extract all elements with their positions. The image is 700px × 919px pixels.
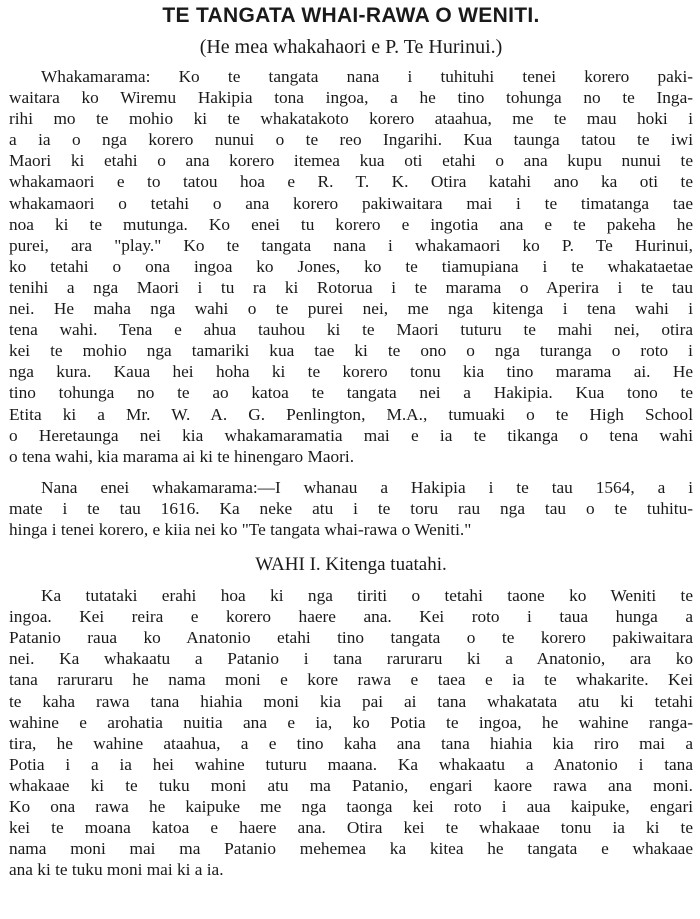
text-line: nama moni mai ma Patanio mehemea ka kitea he tangata e whakaae <box>9 839 693 859</box>
text-line: tena wahi. Tena e ahua tauhou ki te Maori tuturu te mahi nei, otira <box>9 320 693 340</box>
text-line: kei te mohio nga tamariki kua tae ki te ono o nga turanga o roto i <box>9 341 693 361</box>
text-line: ana ki te tuku moni mai ki a ia. <box>9 860 224 880</box>
text-line: te kaha rawa tana hiahia moni kia pai ai tana whakatata atu ki tetahi <box>9 691 693 711</box>
text-line: ko tetahi o ona ingoa ko Jones, ko te tiamupiana i te whakataetae <box>9 256 693 276</box>
page-subtitle: (He mea whakahaori e P. Te Hurinui.) <box>199 36 503 58</box>
text-line: whakaae ki te tuku moni atu ma Patanio, engari kaore rawa ana moni. <box>9 775 693 795</box>
text-line: a ia o nga korero nunui o te reo Ingarihi. Kua taunga tatou te iwi <box>9 130 693 150</box>
text-line: Maori ki etahi o ana korero itemea kua oti etahi o ana kupu nunui te <box>9 151 693 171</box>
text-line: tira, he wahine ataahua, a e tino kaha ana tana hiahia kia riro mai a <box>9 733 693 753</box>
text-line: kei te moana katoa e haere ana. Otira kei te whakaae tonu ia ki te <box>9 818 693 838</box>
text-line: whakamaori e to tatou hoa e R. T. K. Otira katahi ano ka oti te <box>9 172 693 192</box>
text-line: Whakamarama: Ko te tangata nana i tuhituhi tenei korero paki- <box>41 67 693 86</box>
text-line: Ko ona rawa he kaipuke me nga taonga kei roto i aua kaipuke, engari <box>9 797 693 816</box>
text-line: waitara ko Wiremu Hakipia tona ingoa, a he tino tohunga no te Inga- <box>9 88 693 108</box>
page-title: TE TANGATA WHAI-RAWA O WENITI. <box>162 4 540 27</box>
note-paragraph <box>9 477 693 540</box>
text-line: o Heretaunga nei kia whakamaramatia mai e ia te tikanga o tena wahi <box>9 425 693 445</box>
text-line: rihi mo te mohio ki te whakatakoto korero ataahua, me te mau hoki i <box>9 109 693 129</box>
text-line: wahine e arohatia nuitia ana e ia, ko Potia te ingoa, he wahine ranga- <box>9 712 693 732</box>
text-line: purei, ara "play." Ko te tangata nana i whakamaori ko P. Te Hurinui, <box>9 235 693 255</box>
text-line: Patanio raua ko Anatonio etahi tino tangata o te korero pakiwaitara <box>9 628 693 648</box>
text-line: whakamaori o tetahi o ana korero pakiwaitara mai i te timatanga tae <box>9 193 693 213</box>
text-line: hinga i tenei korero, e kiia nei ko "Te tangata whai-rawa o Weniti." <box>9 519 472 539</box>
text-line: nei. Ka whakaatu a Patanio i tana raruraru ki a Anatonio, ara ko <box>9 649 693 669</box>
intro-paragraph <box>9 66 693 467</box>
text-line: nei. He maha nga wahi o te purei nei, me nga kitenga i tena wahi i <box>9 299 693 319</box>
text-line: Nana enei whakamarama:—I whanau a Hakipia i te tau 1564, a i <box>41 477 693 497</box>
section-heading: WAHI I. Kitenga tuatahi. <box>255 554 447 576</box>
text-line: tenihi a nga Maori i tu ra ki Rotorua i te marama o Aperira i te tau <box>9 277 693 297</box>
text-line: ingoa. Kei reira e korero haere ana. Kei roto i taua hunga a <box>9 607 693 627</box>
text-line: mate i te tau 1616. Ka neke atu i te toru rau nga tau o te tuhitu- <box>9 498 693 518</box>
text-line: o tena wahi, kia marama ai ki te hinengaro Maori. <box>9 446 355 466</box>
scene-paragraph <box>9 585 693 880</box>
text-line: noa ki te mutunga. Ko enei tu korero e ingotia ana e te pakeha he <box>9 214 693 234</box>
text-line: Potia i a ia hei wahine tuturu maana. Ka whakaatu a Anatonio i tana <box>9 754 693 774</box>
text-line: tino tohunga no te ao katoa te tangata nei a Hakipia. Kua tono te <box>9 383 693 403</box>
text-line: tana raruraru he nama moni e kore rawa e taea e ia te whakarite. Kei <box>9 670 693 690</box>
text-line: nga kura. Kaua hei hoha ki te korero tonu kia tino marama ai. He <box>9 362 693 382</box>
text-line: Ka tutataki erahi hoa ki nga tiriti o tetahi taone ko Weniti te <box>41 586 693 606</box>
text-line: Etita ki a Mr. W. A. G. Penlington, M.A., tumuaki o te High School <box>9 404 693 424</box>
